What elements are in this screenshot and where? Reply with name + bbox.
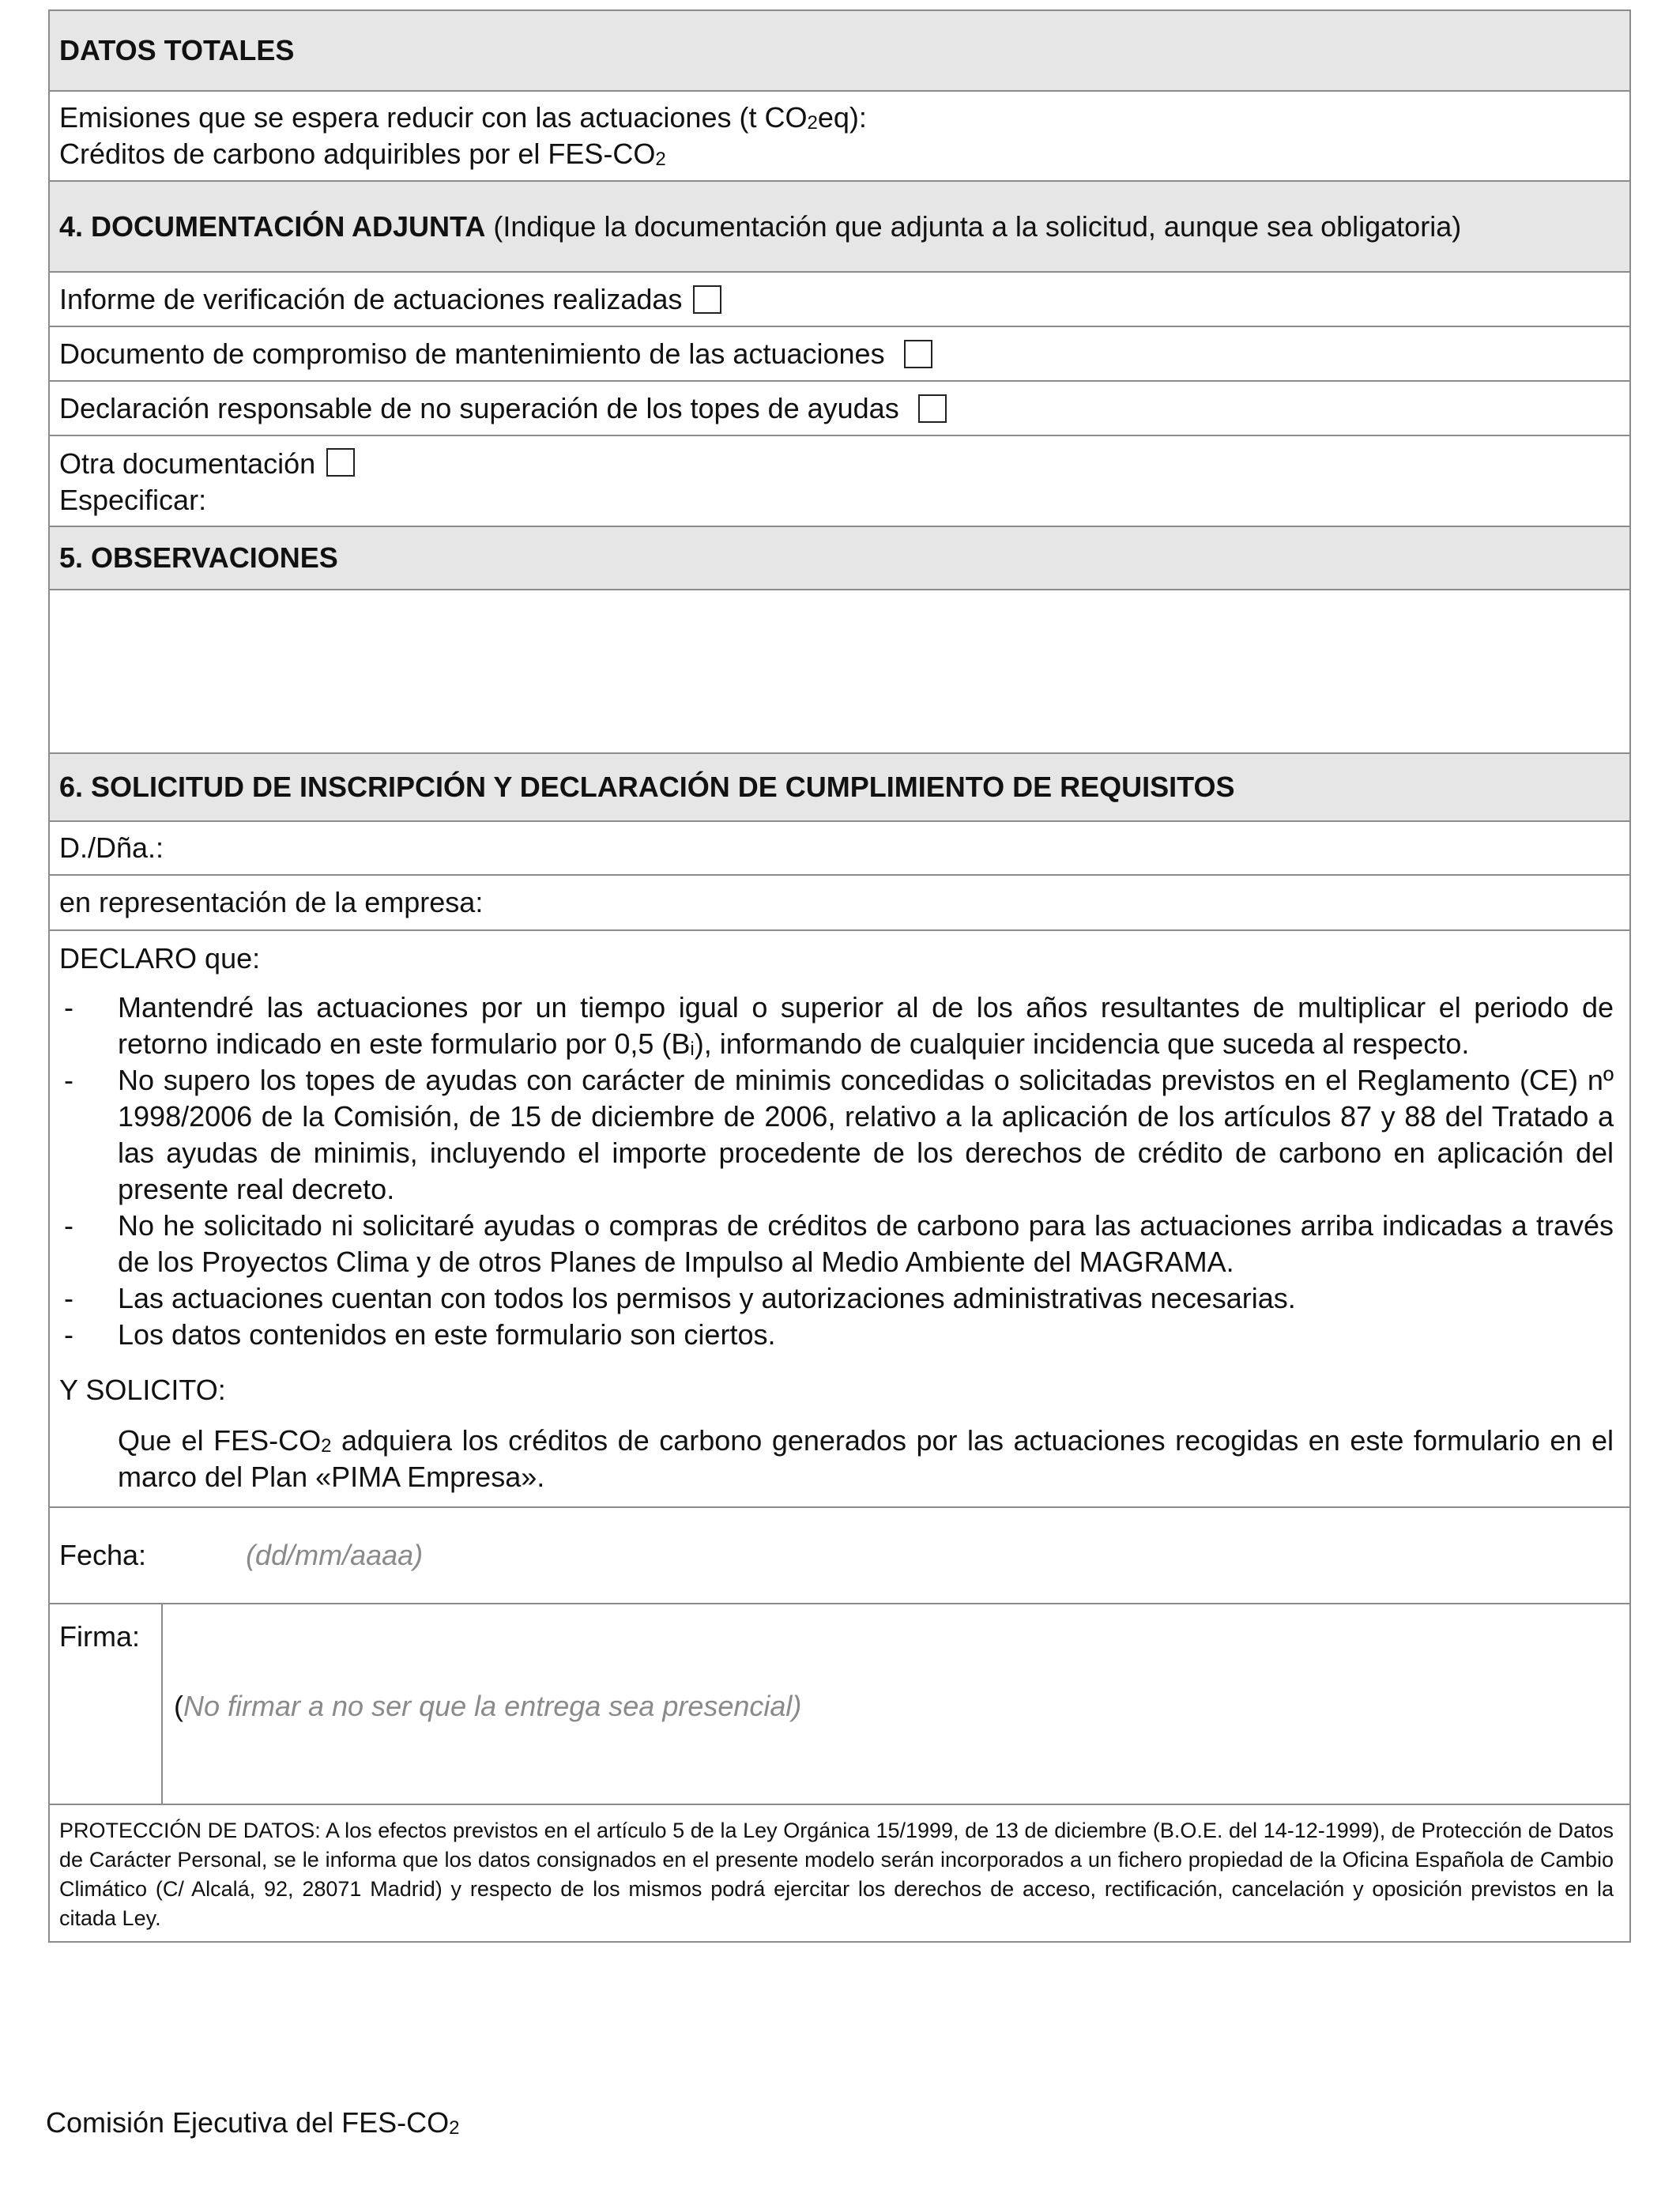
section-title: 5. OBSERVACIONES: [59, 541, 338, 574]
declaration-list: [59, 990, 1614, 1353]
checkbox[interactable]: [326, 448, 355, 477]
doc-item-label: Documento de compromiso de mantenimiento de las actuaciones: [59, 337, 885, 370]
doc-item-verification: [50, 273, 1629, 327]
solicito-label: Y SOLICITO:: [59, 1374, 226, 1406]
section-header-documentation: [50, 182, 1629, 273]
list-item: - Las actuaciones cuentan con todos los permisos y autorizaciones administrativas necesarias.: [59, 1280, 1614, 1317]
section-title: DATOS TOTALES: [59, 34, 295, 66]
specify-label: Especificar:: [59, 484, 207, 516]
doc-item-label: Declaración responsable de no superación de los topes de ayudas: [59, 391, 899, 424]
credits-label: Créditos de carbono adquiribles por el FES-$CO_2$: [59, 138, 666, 170]
emissions-label: Emisiones que se espera reducir con las actuaciones (t $CO_2eq$):: [59, 101, 867, 134]
footer-text: Comisión Ejecutiva del FES-$CO_2$: [46, 2106, 460, 2139]
company-label: en representación de la empresa:: [59, 886, 484, 918]
list-item: - No he solicitado ni solicitaré ayudas o compras de créditos de carbono para las actuaciones arriba indicadas a través de los Proyectos Clima y de otros Planes de Impulso al Medio Ambiente del MAGRAMA.: [59, 1208, 1614, 1280]
section-note: (Indique la documentación que adjunta a la solicitud, aunque sea obligatoria): [493, 209, 1462, 243]
section-header-request: [50, 754, 1629, 822]
data-protection-notice: PROTECCIÓN DE DATOS: A los efectos previstos en el artículo 5 de la Ley Orgánica 15/1999, de 13 de diciembre (B.O.E. del 14-12-1999), de Protección de Datos de Carácter Personal, se le informa que los datos consignados en el presente modelo serán incorporados a un fichero propiedad de la Oficina Española de Cambio Climático (C/ Alcalá, 92, 28071 Madrid) y respecto de los mismos podrá ejercitar los derechos de acceso, rectificación, cancelación y oposición previstos en la citada Ley.: [59, 1819, 1614, 1930]
declaro-label: DECLARO que:: [59, 942, 261, 974]
signature-field[interactable]: [163, 1604, 1629, 1804]
list-item: - Los datos contenidos en este formulario son ciertos.: [59, 1317, 1614, 1353]
checkbox[interactable]: [918, 394, 947, 423]
doc-item-other: [50, 436, 1629, 527]
totals-row: [50, 92, 1629, 182]
checkbox[interactable]: [693, 285, 721, 314]
section-header-totals: [50, 11, 1629, 92]
doc-item-declaration: [50, 382, 1629, 436]
section-title: 4. DOCUMENTACIÓN ADJUNTA: [59, 209, 486, 243]
signature-label: Firma:: [50, 1604, 163, 1804]
doc-item-label: Otra documentación: [59, 447, 316, 480]
checkbox[interactable]: [904, 340, 932, 368]
form-table: [48, 9, 1631, 1943]
signature-note: (No firmar a no ser que la entrega sea presencial): [174, 1690, 802, 1722]
doc-item-label: Informe de verificación de actuaciones realizadas: [59, 282, 683, 315]
date-input[interactable]: (dd/mm/aaaa): [246, 1539, 424, 1571]
observations-field[interactable]: [50, 590, 1629, 754]
list-item: - No supero los topes de ayudas con carácter de minimis concedidas o solicitadas previstos en el Reglamento (CE) nº 1998/2006 de la Comisión, de 15 de diciembre de 2006, relativo a la aplicación de los artículos 87 y 88 del Tratado a las ayudas de minimis, incluyendo el importe procedente de los derechos de crédito de carbono en aplicación del presente real decreto.: [59, 1062, 1614, 1208]
solicito-text: Que el FES-$CO_2$ adquiera los créditos de carbono generados por las actuaciones recogidas en este formulario en el marco del Plan «PIMA Empresa».: [118, 1424, 1614, 1493]
signature-row: [50, 1604, 1629, 1805]
date-label: Fecha:: [59, 1539, 147, 1571]
section-header-observations: [50, 527, 1629, 590]
doc-item-commitment: [50, 327, 1629, 382]
company-row[interactable]: [50, 876, 1629, 931]
list-item: - Mantendré las actuaciones por un tiempo igual o superior al de los años resultantes de multiplicar el periodo de retorno indicado en este formulario por 0,5 $(B_i)$, informando de cualquier incidencia que suceda al respecto.: [59, 990, 1614, 1062]
declaration-block: [50, 931, 1629, 1508]
name-row[interactable]: [50, 822, 1629, 876]
date-row: [50, 1508, 1629, 1604]
section-title: 6. SOLICITUD DE INSCRIPCIÓN Y DECLARACIÓN DE CUMPLIMIENTO DE REQUISITOS: [59, 771, 1235, 803]
name-label: D./Dña.:: [59, 831, 164, 864]
